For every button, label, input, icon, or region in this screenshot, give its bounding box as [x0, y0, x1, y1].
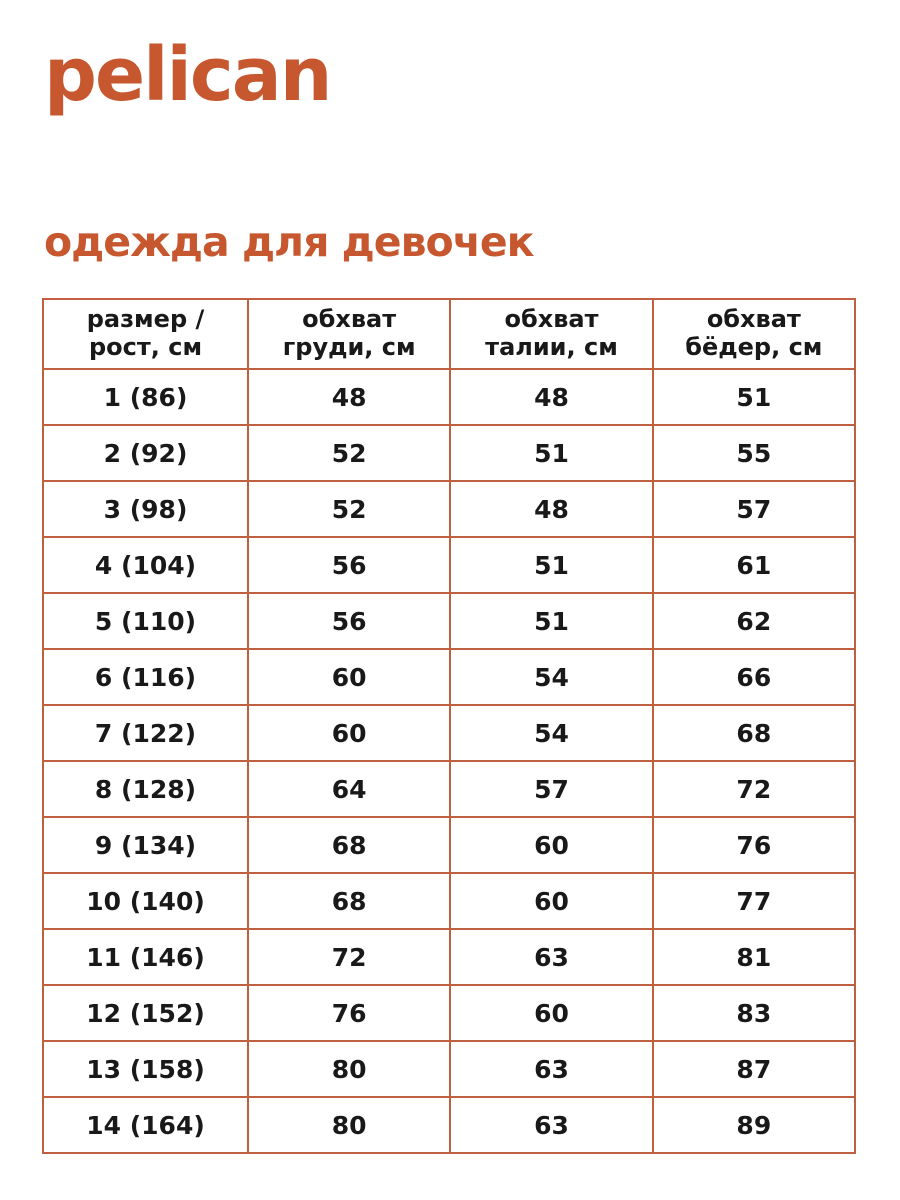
cell-hips: 89 [653, 1097, 855, 1153]
header-line: бёдер, см [685, 333, 823, 361]
cell-size: 4 (104) [43, 537, 248, 593]
cell-waist: 60 [450, 985, 652, 1041]
cell-waist: 63 [450, 1041, 652, 1097]
cell-waist: 54 [450, 649, 652, 705]
cell-hips: 68 [653, 705, 855, 761]
column-header-chest [248, 299, 450, 369]
cell-chest: 76 [248, 985, 450, 1041]
cell-chest: 68 [248, 817, 450, 873]
table-row [43, 537, 855, 593]
cell-waist: 48 [450, 369, 652, 425]
cell-size: 11 (146) [43, 929, 248, 985]
cell-size: 3 (98) [43, 481, 248, 537]
cell-chest: 48 [248, 369, 450, 425]
size-table-header [43, 299, 855, 369]
cell-size: 10 (140) [43, 873, 248, 929]
cell-waist: 57 [450, 761, 652, 817]
cell-size: 9 (134) [43, 817, 248, 873]
cell-chest: 72 [248, 929, 450, 985]
table-row [43, 649, 855, 705]
table-row [43, 481, 855, 537]
cell-chest: 60 [248, 649, 450, 705]
cell-hips: 57 [653, 481, 855, 537]
table-row [43, 369, 855, 425]
header-line: размер / [86, 305, 205, 334]
cell-hips: 66 [653, 649, 855, 705]
cell-size: 2 (92) [43, 425, 248, 481]
column-header-waist [450, 299, 652, 369]
header-line: груди, см [282, 333, 416, 361]
header-line: обхват [504, 305, 599, 334]
cell-waist: 63 [450, 929, 652, 985]
cell-chest: 60 [248, 705, 450, 761]
table-row [43, 985, 855, 1041]
cell-chest: 64 [248, 761, 450, 817]
cell-hips: 83 [653, 985, 855, 1041]
column-header-size [43, 299, 248, 369]
cell-size: 7 (122) [43, 705, 248, 761]
cell-chest: 68 [248, 873, 450, 929]
cell-waist: 63 [450, 1097, 652, 1153]
cell-size: 12 (152) [43, 985, 248, 1041]
table-row [43, 425, 855, 481]
header-line: талии, см [485, 333, 618, 361]
page-title: одежда для девочек [44, 218, 534, 266]
header-row [43, 299, 855, 369]
table-row [43, 705, 855, 761]
cell-size: 5 (110) [43, 593, 248, 649]
cell-chest: 56 [248, 537, 450, 593]
cell-hips: 81 [653, 929, 855, 985]
cell-hips: 87 [653, 1041, 855, 1097]
cell-waist: 51 [450, 425, 652, 481]
cell-waist: 51 [450, 593, 652, 649]
header-line: рост, см [88, 333, 203, 361]
cell-hips: 76 [653, 817, 855, 873]
cell-size: 14 (164) [43, 1097, 248, 1153]
cell-size: 8 (128) [43, 761, 248, 817]
cell-chest: 56 [248, 593, 450, 649]
table-row [43, 817, 855, 873]
cell-hips: 51 [653, 369, 855, 425]
table-row [43, 929, 855, 985]
cell-size: 13 (158) [43, 1041, 248, 1097]
cell-waist: 51 [450, 537, 652, 593]
cell-hips: 77 [653, 873, 855, 929]
cell-hips: 61 [653, 537, 855, 593]
cell-chest: 52 [248, 481, 450, 537]
cell-hips: 62 [653, 593, 855, 649]
size-table [42, 298, 856, 1154]
table-row [43, 873, 855, 929]
cell-waist: 60 [450, 817, 652, 873]
cell-chest: 80 [248, 1097, 450, 1153]
cell-waist: 48 [450, 481, 652, 537]
cell-hips: 72 [653, 761, 855, 817]
cell-waist: 60 [450, 873, 652, 929]
table-row [43, 593, 855, 649]
cell-chest: 52 [248, 425, 450, 481]
size-table-body [43, 369, 855, 1153]
header-line: обхват [302, 305, 397, 334]
cell-size: 1 (86) [43, 369, 248, 425]
header-line: обхват [706, 305, 801, 334]
column-header-hips [653, 299, 855, 369]
cell-waist: 54 [450, 705, 652, 761]
table-row [43, 761, 855, 817]
cell-size: 6 (116) [43, 649, 248, 705]
cell-chest: 80 [248, 1041, 450, 1097]
cell-hips: 55 [653, 425, 855, 481]
table-row [43, 1097, 855, 1153]
table-row [43, 1041, 855, 1097]
brand-logo: pelican [44, 32, 331, 118]
